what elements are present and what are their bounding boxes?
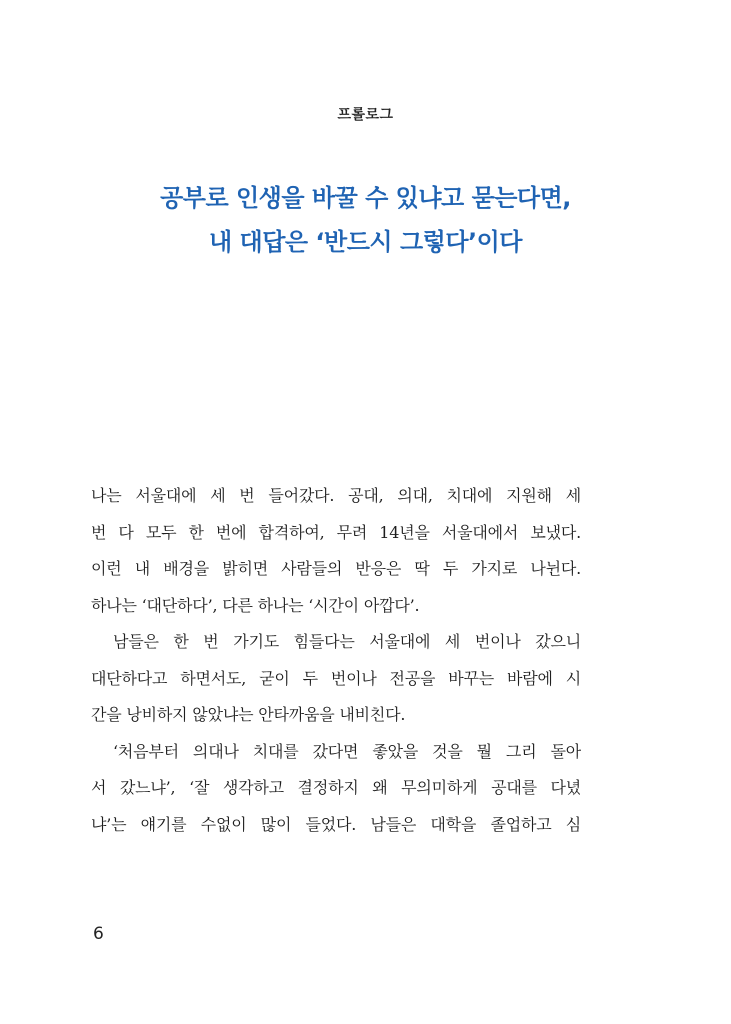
chapter-title-line-1: 공부로 인생을 바꿀 수 있냐고 묻는다면, (160, 184, 571, 212)
body-line: 하나는 ‘대단하다’, 다른 하나는 ‘시간이 아깝다’. (91, 595, 420, 615)
body-line: 나는 서울대에 세 번 들어갔다. 공대, 의대, 치대에 지원해 세 (91, 486, 581, 505)
body-line: 간을 낭비하지 않았냐는 안타까움을 내비친다. (91, 705, 406, 724)
body-line: 이런 내 배경을 밝히면 사람들의 반응은 딱 두 가지로 나뉜다. (91, 559, 581, 578)
body-line: 남들은 한 번 가기도 힘들다는 서울대에 세 번이나 갔으니 (113, 632, 581, 651)
body-line: 냐’는 얘기를 수없이 많이 들었다. 남들은 대학을 졸업하고 심 (91, 814, 581, 834)
body-text (91, 478, 581, 843)
body-line: ‘처음부터 의대나 치대를 갔다면 좋았을 것을 뭘 그리 돌아 (113, 741, 581, 761)
page-number: 6 (93, 924, 104, 944)
body-line: 서 갔느냐’, ‘잘 생각하고 결정하지 왜 무의미하게 공대를 다녔 (91, 778, 581, 797)
chapter-title-line-2: 내 대답은 ‘반드시 그렇다’이다 (208, 228, 522, 256)
body-line: 번 다 모두 한 번에 합격하여, 무려 14년을 서울대에서 보냈다. (91, 522, 581, 542)
chapter-title (0, 176, 731, 264)
chapter-label: 프롤로그 (337, 107, 394, 123)
body-line: 대단하다고 하면서도, 굳이 두 번이나 전공을 바꾸는 바람에 시 (91, 668, 581, 688)
